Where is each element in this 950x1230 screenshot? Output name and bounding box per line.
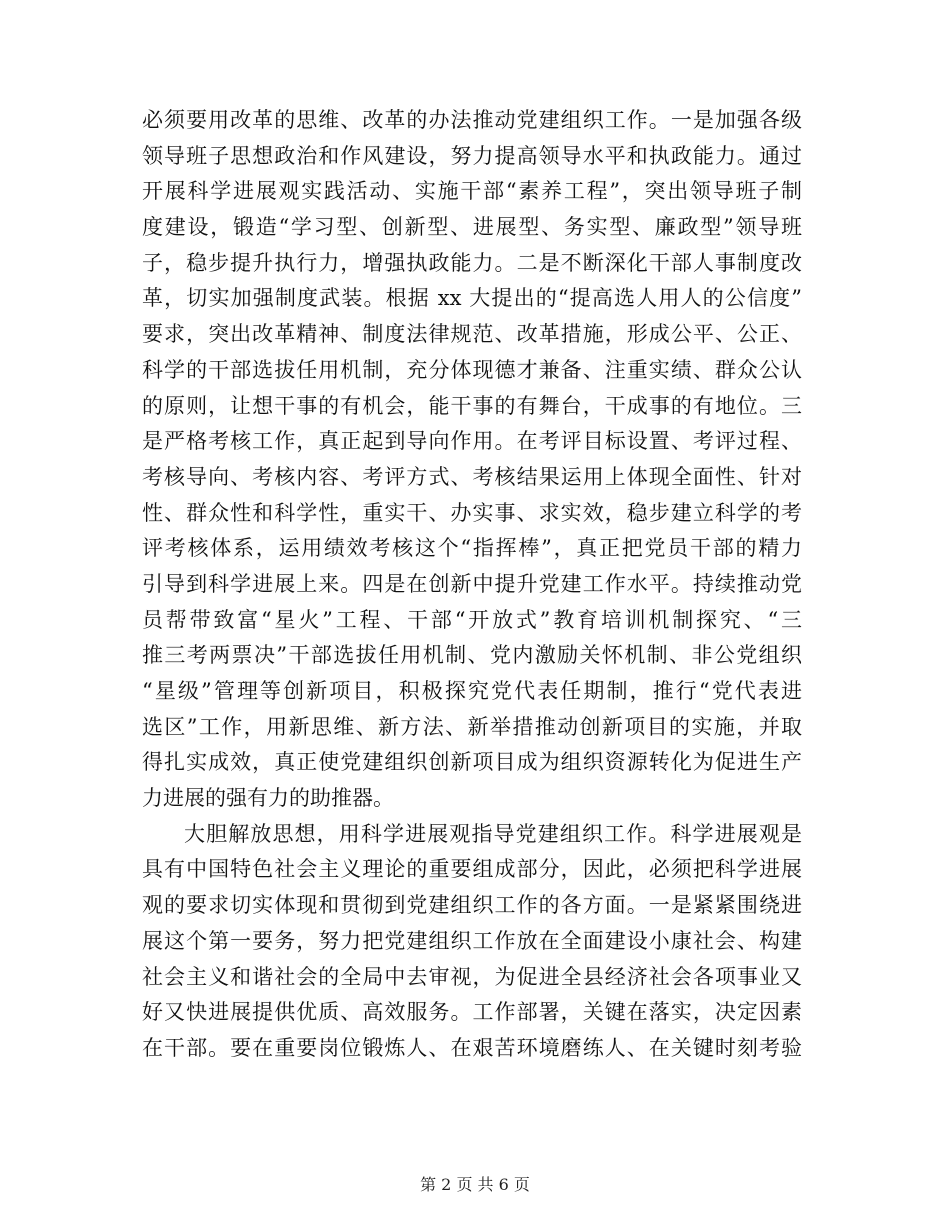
page-number: 第 2 页 共 6 页 [420, 1175, 530, 1194]
text-line: 选区”工作，用新思维、新方法、新举措推动创新项目的实施，并取 [142, 714, 802, 739]
text-line: 科学的干部选拔任用机制，充分体现德才兼备、注重实绩、群众公认 [142, 357, 802, 382]
document-body [142, 103, 802, 1067]
text-line: 社会主义和谐社会的全局中去审视，为促进全县经济社会各项事业又 [142, 964, 802, 989]
text-line: 大胆解放思想，用科学进展观指导党建组织工作。科学进展观是 [184, 821, 802, 846]
text-line: 的原则，让想干事的有机会，能干事的有舞台，干成事的有地位。三 [142, 393, 802, 418]
text-line: 度建设，锻造“学习型、创新型、进展型、务实型、廉政型”领导班 [142, 215, 802, 240]
text-line: 推三考两票决”干部选拔任用机制、党内激励关怀机制、非公党组织 [142, 643, 802, 668]
text-line: 观的要求切实体现和贯彻到党建组织工作的各方面。一是紧紧围绕进 [142, 893, 802, 918]
text-line: 好又快进展提供优质、高效服务。工作部署，关键在落实，决定因素 [142, 1000, 802, 1025]
text-line: 领导班子思想政治和作风建设，努力提高领导水平和执政能力。通过 [142, 143, 802, 168]
text-line: 是严格考核工作，真正起到导向作用。在考评目标设置、考评过程、 [142, 429, 802, 454]
text-line: 在干部。要在重要岗位锻炼人、在艰苦环境磨练人、在关键时刻考验 [142, 1035, 802, 1060]
text-line: 性、群众性和科学性，重实干、办实事、求实效，稳步建立科学的考 [142, 500, 802, 525]
text-line: 员帮带致富“星火”工程、干部“开放式”教育培训机制探究、“三 [142, 607, 802, 632]
text-line: 引导到科学进展上来。四是在创新中提升党建工作水平。持续推动党 [142, 571, 802, 596]
text-line: 必须要用改革的思维、改革的办法推动党建组织工作。一是加强各级 [142, 108, 802, 132]
text-line: 考核导向、考核内容、考评方式、考核结果运用上体现全面性、针对 [142, 464, 802, 489]
text-line: 开展科学进展观实践活动、实施干部“素养工程”，突出领导班子制 [142, 179, 802, 204]
text-line: 力进展的强有力的助推器。 [142, 786, 394, 811]
paragraph-2 [142, 817, 802, 1067]
text-line: 子，稳步提升执行力，增强执政能力。二是不断深化干部人事制度改 [142, 250, 802, 275]
text-line: 展这个第一要务，努力把党建组织工作放在全面建设小康社会、构建 [142, 928, 802, 953]
text-line: “星级”管理等创新项目，积极探究党代表任期制，推行“党代表进 [142, 679, 802, 703]
text-line: 评考核体系，运用绩效考核这个“指挥棒”，真正把党员干部的精力 [142, 536, 802, 561]
text-line: 革，切实加强制度武装。根据 xx 大提出的“提高选人用人的公信度” [142, 286, 802, 311]
text-line: 得扎实成效，真正使党建组织创新项目成为组织资源转化为促进生产 [142, 750, 802, 775]
paragraph-1 [142, 103, 802, 817]
text-line: 要求，突出改革精神、制度法律规范、改革措施，形成公平、公正、 [142, 322, 802, 347]
text-line: 具有中国特色社会主义理论的重要组成部分，因此，必须把科学进展 [142, 857, 802, 882]
